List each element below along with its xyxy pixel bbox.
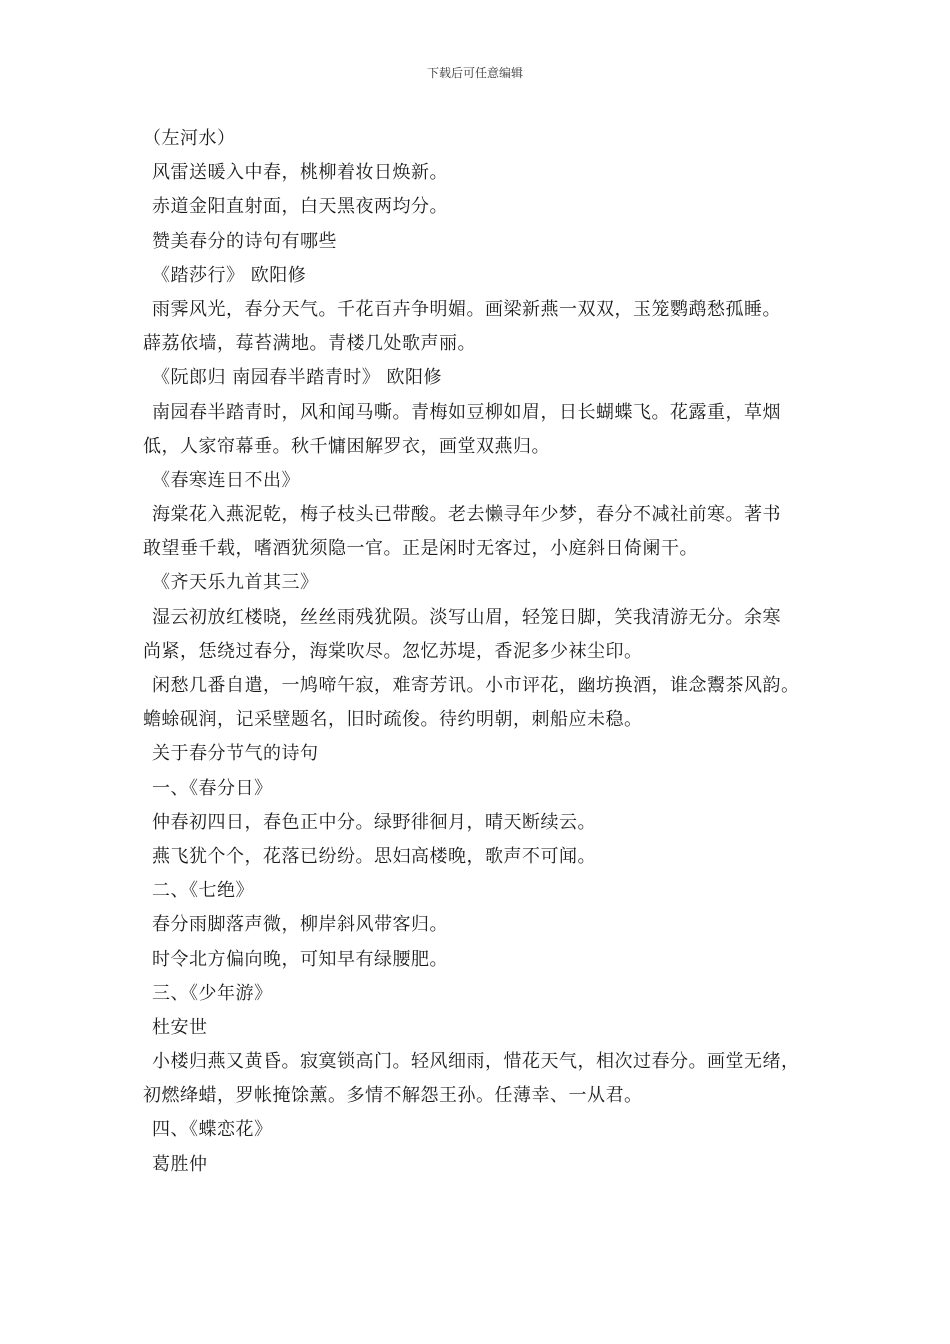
text-line: 《阮郎归 南园春半踏青时》 欧阳修 (152, 367, 442, 389)
text-line: 风雷送暖入中春，桃柳着妆日焕新。 (152, 162, 448, 184)
text-line: 关于春分节气的诗句 (152, 743, 319, 765)
text-line: 初燃绛蜡，罗帐掩馀薰。多情不解怨王孙。任薄幸、一从君。 (143, 1085, 643, 1107)
text-line: 闲愁几番自遣，一鸠啼午寂，难寄芳讯。小市评花，幽坊换酒，谁念鬻茶风韵。 (152, 675, 800, 696)
text-line: 葛胜仲 (152, 1153, 208, 1175)
text-line: 杜安世 (152, 1016, 208, 1038)
text-line: 《春寒连日不出》 (152, 469, 300, 491)
text-line: 二、《七绝》 (152, 880, 254, 902)
text-line: 海棠花入燕泥乾，梅子枝头已带酸。老去懒寻年少梦，春分不减社前寒。著书 (152, 504, 781, 526)
text-line: 南园春半踏青时，风和闻马嘶。青梅如豆柳如眉，日长蝴蝶飞。花露重，草烟 (152, 401, 781, 423)
text-line: 燕飞犹个个，花落已纷纷。思妇高楼晚，歌声不可闻。 (152, 845, 596, 867)
text-line: 低，人家帘幕垂。秋千慵困解罗衣，画堂双燕归。 (143, 435, 550, 457)
text-line: 时令北方偏向晚，可知早有绿腰肥。 (152, 948, 448, 970)
text-line: 薜荔依墙，莓苔满地。青楼几处歌声丽。 (143, 333, 476, 355)
text-line: 春分雨脚落声微，柳岸斜风带客归。 (152, 914, 448, 936)
text-line: 雨霁风光，春分天气。千花百卉争明媚。画梁新燕一双双，玉笼鹦鹉愁孤睡。 (152, 298, 781, 320)
text-line: 小楼归燕又黄昏。寂寞锁高门。轻风细雨，惜花天气，相次过春分。画堂无绪， (152, 1051, 800, 1073)
text-line: 三、《少年游》 (152, 982, 273, 1004)
document-body (143, 122, 823, 1182)
text-line: 赤道金阳直射面，白天黑夜两均分。 (152, 196, 448, 218)
text-line: 仲春初四日，春色正中分。绿野徘徊月，晴天断续云。 (152, 811, 596, 833)
text-line: 尚紧，恁绕过春分，海棠吹尽。忽忆苏堤，香泥多少袜尘印。 (143, 640, 643, 662)
text-line: 四、《蝶恋花》 (152, 1119, 273, 1141)
text-line: 蟾蜍砚润，记采壁题名，旧时疏俊。待约明朝，刺船应未稳。 (143, 709, 643, 731)
text-line: 一、《春分日》 (152, 777, 273, 799)
text-line: 湿云初放红楼晓，丝丝雨残犹陨。淡写山眉，轻笼日脚，笑我清游无分。余寒 (152, 606, 781, 628)
text-line: 赞美春分的诗句有哪些 (152, 230, 337, 252)
page-header: 下载后可任意编辑 (426, 66, 523, 80)
text-line: 《齐天乐九首其三》 (152, 572, 319, 594)
text-line: 敢望垂千载，嗜酒犹须隐一官。正是闲时无客过，小庭斜日倚阑干。 (143, 538, 698, 560)
text-line: （左河水） (143, 128, 236, 149)
text-line: 《踏莎行》 欧阳修 (152, 264, 307, 286)
